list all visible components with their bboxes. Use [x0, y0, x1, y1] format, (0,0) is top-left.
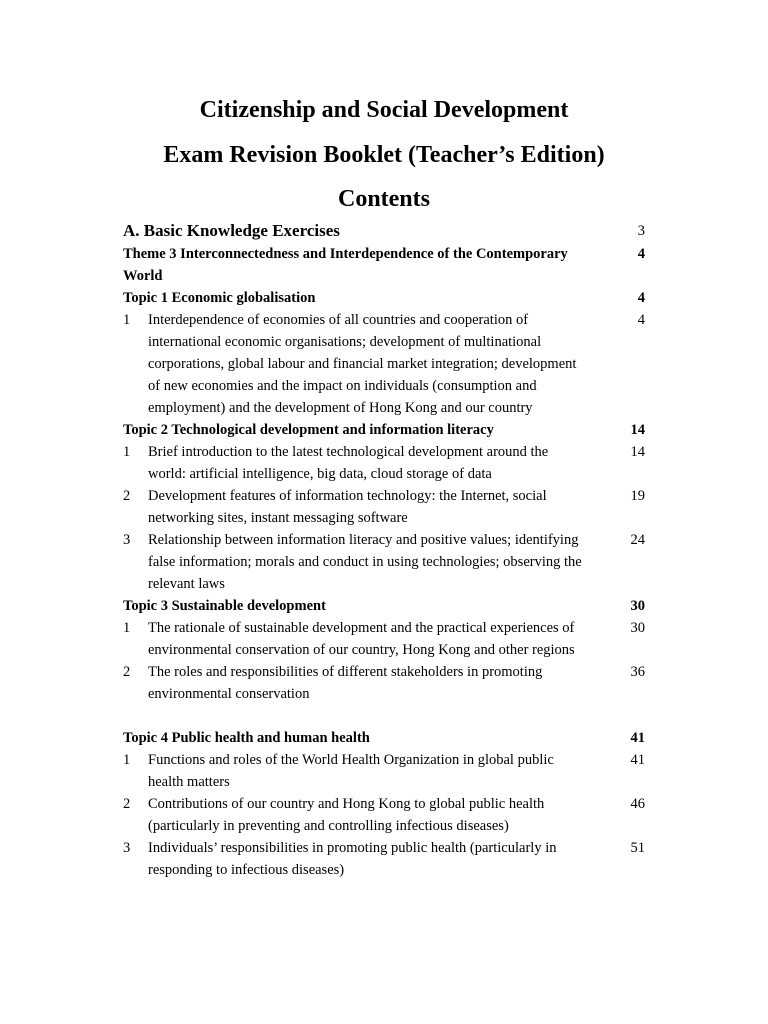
toc-entry-text: Development features of information technology: the Internet, social networking sites, instant messaging software	[148, 488, 547, 526]
document-title: Citizenship and Social Development	[199, 97, 569, 123]
toc-page-number: 4	[637, 290, 645, 306]
toc-item[interactable]	[123, 309, 645, 419]
toc-page-number: 4	[637, 312, 645, 328]
toc-page-number: 19	[630, 488, 645, 504]
toc-entry-text: Contributions of our country and Hong Kong to global public health (particularly in preventing and controlling infectious diseases)	[148, 796, 545, 834]
toc-page-number: 30	[630, 598, 645, 614]
toc-item-number: 1	[123, 752, 131, 768]
toc-entry-text: Functions and roles of the World Health Organization in global public health matters	[148, 752, 554, 790]
toc-item[interactable]	[123, 661, 645, 705]
toc-topic-heading[interactable]	[123, 595, 645, 617]
toc-topic-heading[interactable]	[123, 419, 645, 441]
toc-topic-heading[interactable]	[123, 287, 645, 309]
toc-page-number: 36	[630, 664, 645, 680]
document-subtitle: Exam Revision Booklet (Teacher’s Edition)	[163, 142, 605, 168]
toc-page-number: 14	[630, 444, 645, 460]
toc-item-number: 1	[123, 312, 131, 328]
toc-page-number: 51	[630, 840, 645, 856]
toc-item-number: 3	[123, 532, 131, 548]
toc-item-number: 1	[123, 620, 131, 636]
toc-entry-text: Topic 4 Public health and human health	[123, 730, 370, 746]
toc-section[interactable]	[123, 219, 645, 243]
toc-page-number: 30	[630, 620, 645, 636]
toc-item[interactable]	[123, 441, 645, 485]
toc-item[interactable]	[123, 793, 645, 837]
toc-item-number: 2	[123, 664, 131, 680]
toc-page-number: 4	[637, 246, 645, 262]
toc-entry-text: Interdependence of economies of all countries and cooperation of international economic organisations; development of multinational corporations, global labour and financial market integration; development of new economies and the impact on individuals (consumption and employment) and the development of Hong Kong and our country	[148, 312, 577, 416]
toc-item[interactable]	[123, 485, 645, 529]
toc-item[interactable]	[123, 749, 645, 793]
contents-heading: Contents	[337, 186, 430, 212]
toc-page-number: 14	[630, 422, 645, 438]
toc-item[interactable]	[123, 529, 645, 595]
toc-item[interactable]	[123, 837, 645, 881]
toc-page-number: 41	[630, 730, 645, 746]
toc-page-number: 46	[630, 796, 645, 812]
toc-entry-text: The roles and responsibilities of different stakeholders in promoting environmental conservation	[148, 664, 543, 702]
toc-page-number: 3	[637, 223, 645, 239]
toc-item[interactable]	[123, 617, 645, 661]
toc-entry-text: Individuals’ responsibilities in promoting public health (particularly in responding to infectious diseases)	[148, 840, 557, 878]
toc-item-number: 2	[123, 488, 131, 504]
table-of-contents	[123, 219, 645, 881]
toc-entry-text: Brief introduction to the latest technological development around the world: artificial intelligence, big data, cloud storage of data	[148, 444, 549, 482]
toc-item-number: 3	[123, 840, 131, 856]
toc-item-number: 1	[123, 444, 131, 460]
toc-entry-text: Topic 3 Sustainable development	[123, 598, 326, 614]
toc-entry-text: Theme 3 Interconnectedness and Interdependence of the Contemporary World	[123, 246, 568, 284]
toc-page-number: 41	[630, 752, 645, 768]
toc-entry-text: A. Basic Knowledge Exercises	[123, 221, 340, 240]
toc-entry-text: Topic 1 Economic globalisation	[123, 290, 316, 306]
toc-item-number: 2	[123, 796, 131, 812]
toc-page-number: 24	[630, 532, 645, 548]
toc-topic-heading[interactable]	[123, 727, 645, 749]
toc-theme-heading[interactable]	[123, 243, 645, 287]
toc-entry-text: Topic 2 Technological development and information literacy	[123, 422, 494, 438]
toc-entry-text: Relationship between information literacy and positive values; identifying false information; morals and conduct in using technologies; observing the relevant laws	[148, 532, 582, 592]
toc-entry-text: The rationale of sustainable development and the practical experiences of environmental conservation of our country, Hong Kong and other regions	[148, 620, 575, 658]
